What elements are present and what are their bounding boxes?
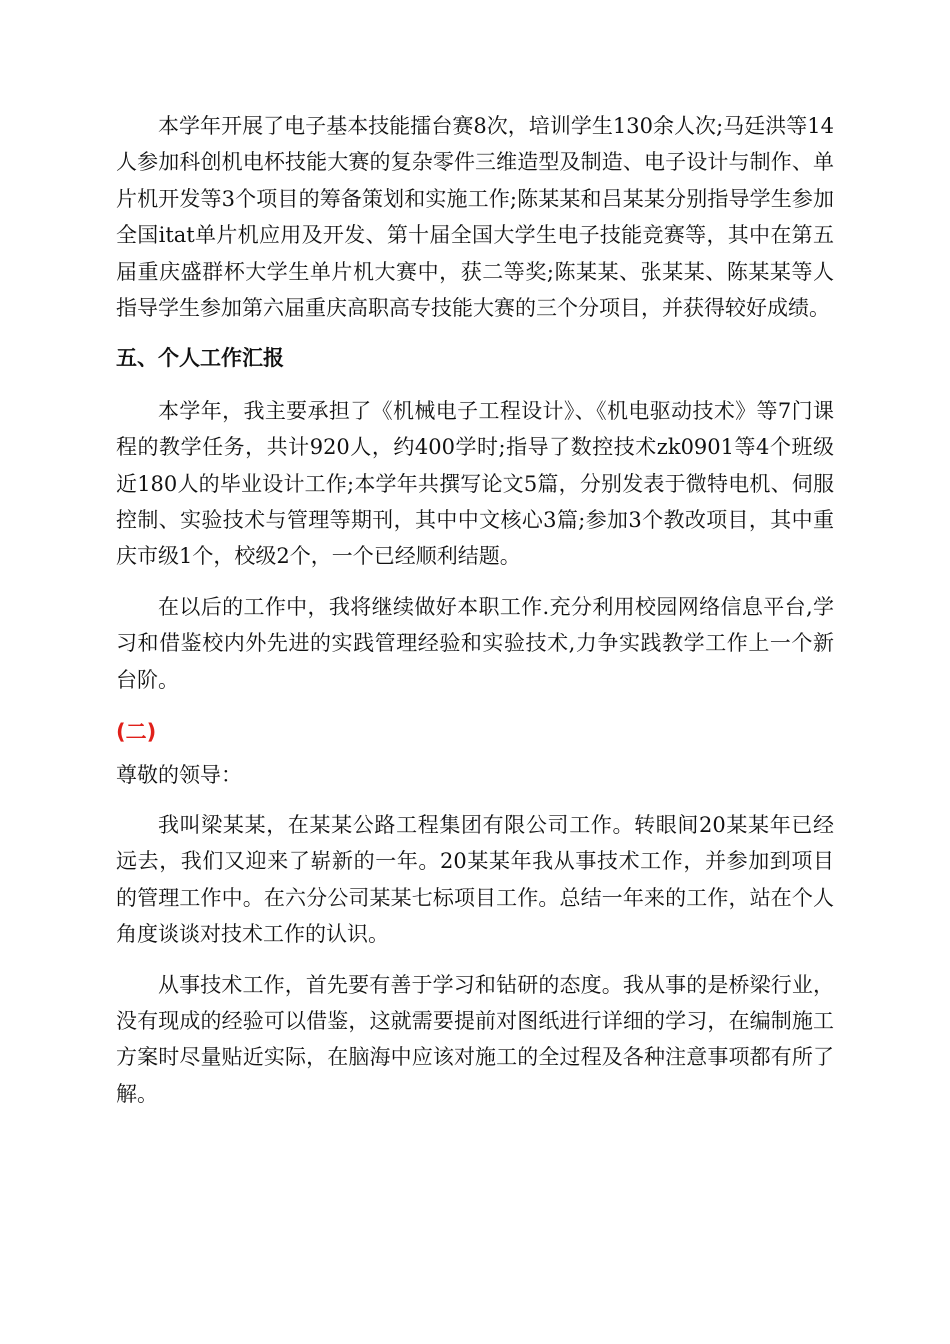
paragraph-future-plans: 在以后的工作中，我将继续做好本职工作.充分利用校园网络信息平台,学习和借鉴校内外先进的实践管理经验和实验技术,力争实践教学工作上一个新台阶。 [116,594,834,692]
greeting-line: 尊敬的领导： [116,762,242,787]
document-body [116,108,834,1112]
paragraph-self-introduction: 我叫梁某某，在某某公路工程集团有限公司工作。转眼间20某某年已经远去，我们又迎来了崭新的一年。20某某年我从事技术工作，并参加到项目的管理工作中。在六分公司某某七标项目工作。总结一年来的工作，站在个人角度谈谈对技术工作的认识。 [116,812,834,947]
section-heading-personal-report: 五、个人工作汇报 [116,346,284,371]
part-two-heading: (二) [116,720,157,745]
paragraph-teaching-work: 本学年，我主要承担了《机械电子工程设计》、《机电驱动技术》等7门课程的教学任务，共计920人，约400学时;指导了数控技术zk0901等4个班级近180人的毕业设计工作;本学年共撰写论文5篇，分别发表于微特电机、伺服控制、实验技术与管理等期刊，其中中文核心3篇;参加3个教改项目，其中重庆市级1个，校级2个，一个已经顺利结题。 [116,398,834,569]
paragraph-competitions: 本学年开展了电子基本技能擂台赛8次，培训学生130余人次;马廷洪等14人参加科创机电杯技能大赛的复杂零件三维造型及制造、电子设计与制作、单片机开发等3个项目的筹备策划和实施工作;陈某某和吕某某分别指导学生参加全国itat单片机应用及开发、第十届全国大学生电子技能竞赛等，其中在第五届重庆盛群杯大学生单片机大赛中，获二等奖;陈某某、张某某、陈某某等人指导学生参加第六届重庆高职高专技能大赛的三个分项目，并获得较好成绩。 [116,114,834,321]
paragraph-technical-attitude: 从事技术工作，首先要有善于学习和钻研的态度。我从事的是桥梁行业，没有现成的经验可以借鉴，这就需要提前对图纸进行详细的学习，在编制施工方案时尽量贴近实际，在脑海中应该对施工的全过程及各种注意事项都有所了解。 [116,972,834,1106]
